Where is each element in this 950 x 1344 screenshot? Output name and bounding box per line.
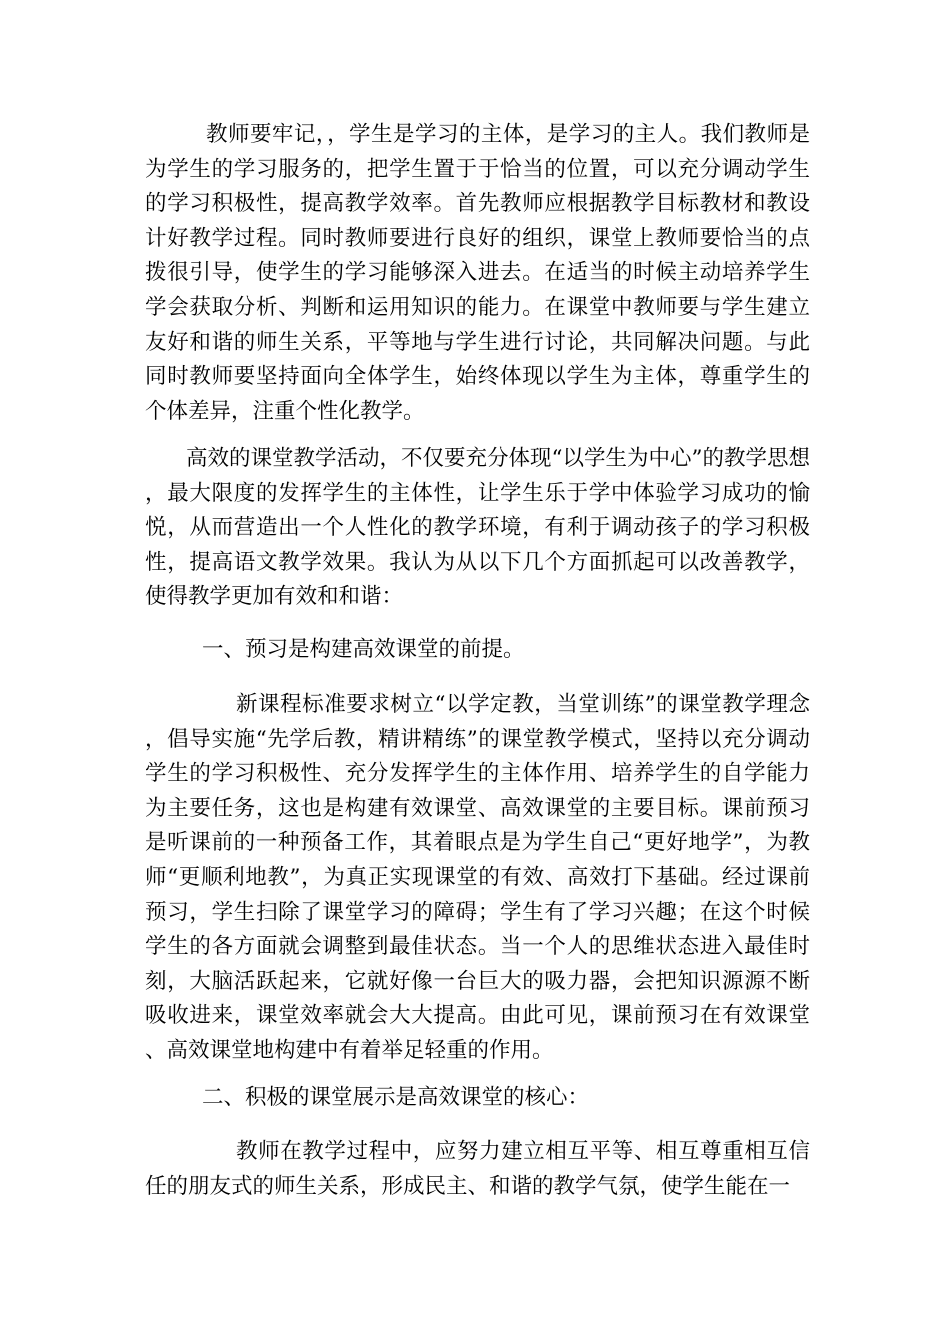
section-heading-classroom-display: 二、积极的课堂展示是高效课堂的核心： xyxy=(202,1085,590,1110)
section-heading-preview: 一、预习是构建高效课堂的前提。 xyxy=(202,637,525,662)
body-paragraph-preview: 新课程标准要求树立“以学定教，当堂训练”的课堂教学理念，倡导实施“先学后教，精讲精练”的课堂教学模式，坚持以充分调动学生的学习积极性、充分发挥学生的主体作用、培养学生的自学能力为主要任务，这也是构建有效课堂、高效课堂的主要目标。课前预习是听课前的一种预备工作，其着眼点是为学生自己“更好地学”，为教师“更顺利地教”，为真正实现课堂的有效、高效打下基础。经过课前预习，学生扫除了课堂学习的障碍；学生有了学习兴趣；在这个时候学生的各方面就会调整到最佳状态。当一个人的思维状态进入最佳时刻，大脑活跃起来，它就好像一台巨大的吸力器，会把知识源源不断吸收进来，课堂效率就会大大提高。由此可见，课前预习在有效课堂、高效课堂地构建中有着举足轻重的作用。 xyxy=(145,692,810,1063)
body-paragraph-teacher-student-relationship: 教师在教学过程中，应努力建立相互平等、相互尊重相互信任的朋友式的师生关系，形成民主、和谐的教学气氛，使学生能在一 xyxy=(145,1139,810,1199)
body-paragraph-teacher-role: 教师要牢记，，学生是学习的主体，是学习的主人。我们教师是为学生的学习服务的，把学生置于于恰当的位置，可以充分调动学生的学习积极性，提高教学效率。首先教师应根据教学目标教材和教设计好教学过程。同时教师要进行良好的组织，课堂上教师要恰当的点拨很引导，使学生的学习能够深入进去。在适当的时候主动培养学生学会获取分析、判断和运用知识的能力。在课堂中教师要与学生建立友好和谐的师生关系，平等地与学生进行讨论，共同解决问题。与此同时教师要坚持面向全体学生，始终体现以学生为主体，尊重学生的个体差异，注重个性化教学。 xyxy=(145,122,810,424)
body-paragraph-efficient-teaching: 高效的课堂教学活动，不仅要充分体现“以学生为中心”的教学思想，最大限度的发挥学生的主体性，让学生乐于学中体验学习成功的愉悦，从而营造出一个人性化的教学环境，有利于调动孩子的学习积极性，提高语文教学效果。我认为从以下几个方面抓起可以改善教学，使得教学更加有效和和谐： xyxy=(145,446,810,610)
